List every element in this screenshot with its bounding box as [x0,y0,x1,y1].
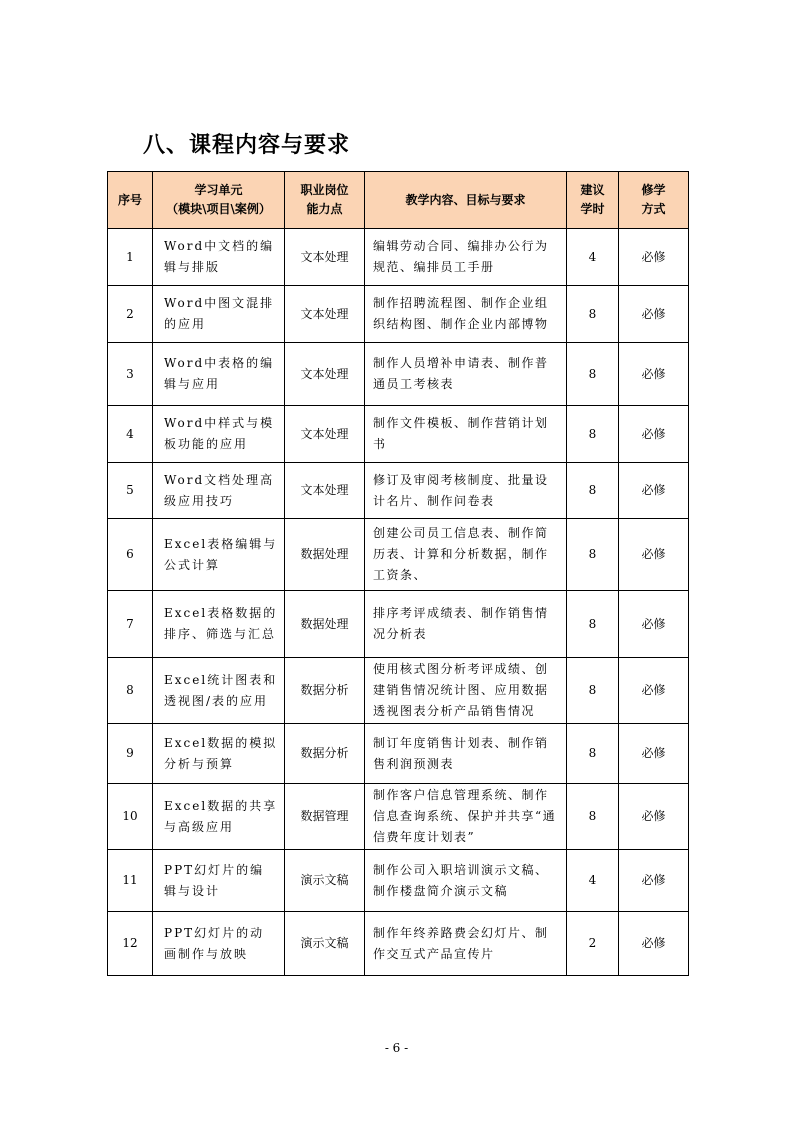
table-row [108,286,689,343]
row-hours: 8 [567,519,619,591]
row-number: 12 [108,912,153,976]
row-mode: 必修 [619,519,689,591]
row-number: 10 [108,784,153,850]
row-content: 制作人员增补申请表、制作普通员工考核表 [365,343,567,406]
row-ability: 文本处理 [285,343,365,406]
table-row [108,519,689,591]
header-content: 教学内容、目标与要求 [365,172,567,229]
row-hours: 8 [567,343,619,406]
header-ability: 职业岗位 能力点 [285,172,365,229]
row-mode: 必修 [619,286,689,343]
row-content: 编辑劳动合同、编排办公行为规范、编排员工手册 [365,229,567,286]
row-hours: 4 [567,850,619,912]
row-ability: 文本处理 [285,286,365,343]
row-mode: 必修 [619,912,689,976]
table-row [108,463,689,519]
row-number: 2 [108,286,153,343]
row-content: 排序考评成绩表、制作销售情况分析表 [365,591,567,658]
row-ability: 数据分析 [285,724,365,784]
row-ability: 数据处理 [285,519,365,591]
row-number: 8 [108,658,153,724]
row-mode: 必修 [619,463,689,519]
row-content: 制作招聘流程图、制作企业组织结构图、制作企业内部博物 [365,286,567,343]
section-title: 八、课程内容与要求 [143,133,351,158]
row-content: 制作客户信息管理系统、制作信息查询系统、保护并共享“通信费年度计划表” [365,784,567,850]
row-hours: 8 [567,591,619,658]
row-unit: Excel数据的模拟分析与预算 [153,724,285,784]
header-unit: 学习单元 （模块\项目\案例） [153,172,285,229]
row-unit: Excel表格数据的排序、筛选与汇总 [153,591,285,658]
row-content: 制作年终养路费会幻灯片、制作交互式产品宣传片 [365,912,567,976]
row-unit: Word中图文混排的应用 [153,286,285,343]
row-number: 6 [108,519,153,591]
row-ability: 数据管理 [285,784,365,850]
row-mode: 必修 [619,850,689,912]
row-ability: 文本处理 [285,229,365,286]
row-hours: 8 [567,463,619,519]
row-hours: 8 [567,406,619,463]
row-hours: 2 [567,912,619,976]
table-row [108,784,689,850]
row-mode: 必修 [619,658,689,724]
row-ability: 文本处理 [285,463,365,519]
row-unit: Word文档处理高级应用技巧 [153,463,285,519]
row-mode: 必修 [619,406,689,463]
row-hours: 4 [567,229,619,286]
row-hours: 8 [567,658,619,724]
row-unit: Word中文档的编辑与排版 [153,229,285,286]
header-mode: 修学 方式 [619,172,689,229]
row-unit: Word中样式与模板功能的应用 [153,406,285,463]
row-number: 9 [108,724,153,784]
row-ability: 演示文稿 [285,912,365,976]
row-number: 5 [108,463,153,519]
row-mode: 必修 [619,724,689,784]
row-ability: 数据处理 [285,591,365,658]
row-unit: Excel统计图表和透视图/表的应用 [153,658,285,724]
row-content: 制作公司入职培训演示文稿、制作楼盘简介演示文稿 [365,850,567,912]
row-number: 11 [108,850,153,912]
row-unit: Word中表格的编辑与应用 [153,343,285,406]
row-content: 创建公司员工信息表、制作简历表、计算和分析数据，制作工资条、 [365,519,567,591]
row-mode: 必修 [619,591,689,658]
table-row [108,229,689,286]
header-hours: 建议 学时 [567,172,619,229]
table-row [108,406,689,463]
row-content: 制作文件模板、制作营销计划书 [365,406,567,463]
page-number: - 6 - [384,1041,409,1055]
row-unit: PPT幻灯片的编辑与设计 [153,850,285,912]
row-ability: 文本处理 [285,406,365,463]
row-number: 1 [108,229,153,286]
row-content: 修订及审阅考核制度、批量设计名片、制作问卷表 [365,463,567,519]
row-number: 7 [108,591,153,658]
row-hours: 8 [567,286,619,343]
row-number: 4 [108,406,153,463]
table-row [108,850,689,912]
row-number: 3 [108,343,153,406]
table-header-row [108,172,689,229]
table-row [108,591,689,658]
row-mode: 必修 [619,229,689,286]
row-ability: 数据分析 [285,658,365,724]
row-mode: 必修 [619,343,689,406]
row-hours: 8 [567,724,619,784]
row-content: 制订年度销售计划表、制作销售利润预测表 [365,724,567,784]
table-row [108,912,689,976]
row-content: 使用核式图分析考评成绩、创建销售情况统计图、应用数据透视图表分析产品销售情况 [365,658,567,724]
table-row [108,724,689,784]
table-row [108,343,689,406]
row-unit: PPT幻灯片的动画制作与放映 [153,912,285,976]
row-unit: Excel表格编辑与公式计算 [153,519,285,591]
row-mode: 必修 [619,784,689,850]
course-content-table [107,171,689,976]
row-ability: 演示文稿 [285,850,365,912]
row-unit: Excel数据的共享与高级应用 [153,784,285,850]
table-row [108,658,689,724]
row-hours: 8 [567,784,619,850]
header-no: 序号 [108,172,153,229]
